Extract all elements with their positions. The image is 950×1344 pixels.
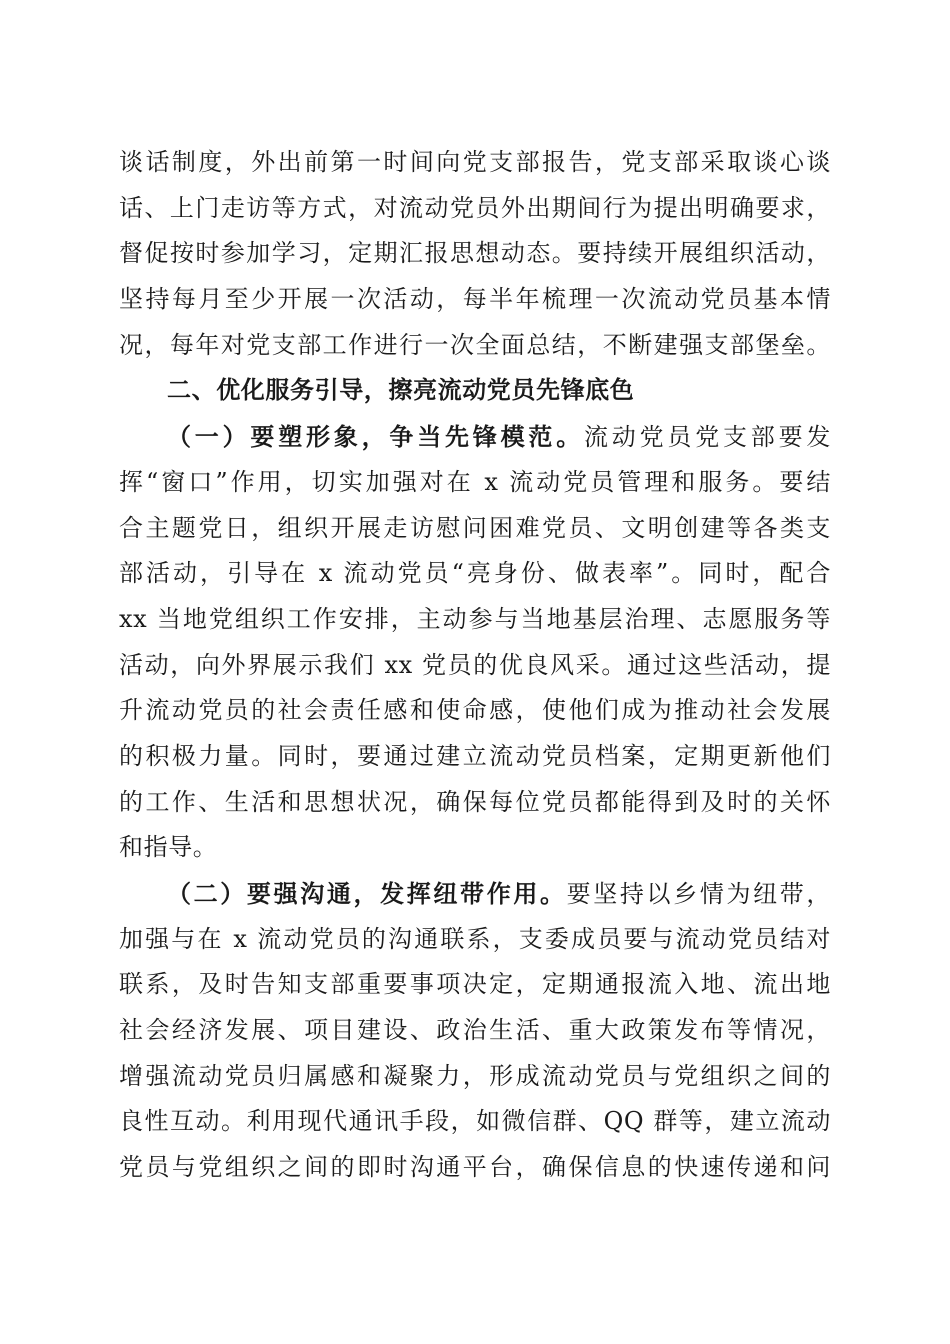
text-line: 加强与在 x 流动党员的沟通联系，支委成员要与流动党员结对 bbox=[119, 924, 831, 953]
text-line: 良性互动。利用现代通讯手段，如微信群、QQ 群等，建立流动 bbox=[119, 1107, 831, 1136]
subsection-1 bbox=[119, 414, 831, 871]
text-line: 部活动，引导在 x 流动党员“亮身份、做表率”。同时，配合 bbox=[119, 559, 831, 588]
text-line: 和指导。 bbox=[119, 833, 218, 862]
text-line: xx 当地党组织工作安排，主动参与当地基层治理、志愿服务等 bbox=[119, 604, 831, 633]
text-line: 联系，及时告知支部重要事项决定，定期通报流入地、流出地 bbox=[119, 970, 831, 999]
text-line: 升流动党员的社会责任感和使命感，使他们成为推动社会发展 bbox=[119, 696, 831, 725]
text-line: 的积极力量。同时，要通过建立流动党员档案，定期更新他们 bbox=[119, 741, 831, 770]
section-heading: 二、优化服务引导，擦亮流动党员先锋底色 bbox=[167, 376, 635, 405]
subsection-title: （二）要强沟通，发挥纽带作用。 bbox=[167, 879, 567, 908]
text-line-rest: 要坚持以乡情为纽带， bbox=[566, 880, 831, 908]
text-line: 谈话制度，外出前第一时间向党支部报告，党支部采取谈心谈 bbox=[119, 148, 831, 176]
text-line: 的工作、生活和思想状况，确保每位党员都能得到及时的关怀 bbox=[119, 787, 831, 816]
text-line: 活动，向外界展示我们 xx 党员的优良风采。通过这些活动，提 bbox=[119, 650, 831, 679]
text-line-first bbox=[119, 414, 831, 460]
text-line: 合主题党日，组织开展走访慰问困难党员、文明创建等各类支 bbox=[119, 513, 831, 542]
subsection-title: （一）要塑形象，争当先锋模范。 bbox=[167, 422, 584, 452]
text-line: 增强流动党员归属感和凝聚力，形成流动党员与党组织之间的 bbox=[119, 1061, 831, 1090]
document-body bbox=[119, 140, 831, 1191]
text-line: 话、上门走访等方式，对流动党员外出期间行为提出明确要求， bbox=[119, 193, 831, 222]
text-line: 社会经济发展、项目建设、政治生活、重大政策发布等情况， bbox=[119, 1016, 831, 1045]
text-line: 坚持每月至少开展一次活动，每半年梳理一次流动党员基本情 bbox=[119, 285, 831, 314]
text-line: 挥“窗口”作用，切实加强对在 x 流动党员管理和服务。要结 bbox=[119, 467, 831, 496]
text-line-rest: 流动党员党支部要发 bbox=[584, 423, 831, 452]
text-line-first bbox=[119, 871, 831, 917]
paragraph-continued bbox=[119, 140, 831, 368]
text-line: 督促按时参加学习，定期汇报思想动态。要持续开展组织活动， bbox=[119, 239, 831, 268]
subsection-2 bbox=[119, 871, 831, 1191]
text-line: 况，每年对党支部工作进行一次全面总结，不断建强支部堡垒。 bbox=[119, 330, 831, 359]
text-line: 党员与党组织之间的即时沟通平台，确保信息的快速传递和问 bbox=[119, 1153, 831, 1182]
